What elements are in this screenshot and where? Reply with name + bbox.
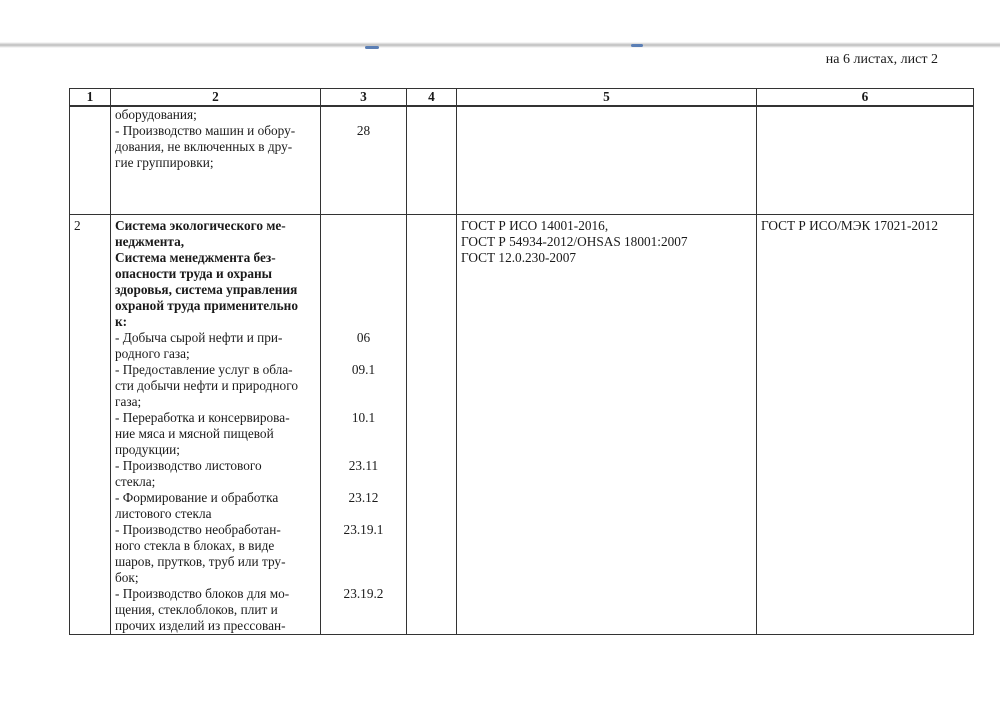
- standards-cell: [757, 106, 974, 214]
- blue-ink-mark: [365, 46, 379, 49]
- system-title-line: охраной труда применительно: [115, 297, 298, 313]
- system-title-line: к:: [115, 313, 128, 329]
- activity-line: шаров, прутков, труб или тру-: [115, 553, 286, 569]
- empty-cell: [407, 214, 457, 634]
- activity-line: - Производство блоков для мо-: [115, 585, 290, 601]
- activity-line: бок;: [115, 569, 139, 585]
- system-title-line: Система менеджмента без-: [115, 249, 276, 265]
- row-number: [70, 106, 111, 214]
- okved-code: 10.1: [351, 409, 376, 425]
- column-number: 3: [321, 89, 407, 107]
- activity-line: ние мяса и мясной пищевой: [115, 425, 274, 441]
- standard-line: ГОСТ 12.0.230-2007: [461, 249, 576, 265]
- activity-line: щения, стеклоблоков, плит и: [115, 601, 278, 617]
- activity-line: - Формирование и обработка: [115, 489, 279, 505]
- table-row-continuation: [70, 106, 974, 214]
- activity-line: ного стекла в блоках, в виде: [115, 537, 275, 553]
- okved-code: 23.19.2: [343, 585, 384, 601]
- activity-cell: [111, 214, 321, 634]
- activity-line: листового стекла: [115, 505, 212, 521]
- column-number: 2: [111, 89, 321, 107]
- activity-line: прочих изделий из прессован-: [115, 617, 286, 633]
- okved-code: 28: [356, 123, 371, 138]
- activity-line: - Добыча сырой нефти и при-: [115, 329, 283, 345]
- okved-code: 23.12: [348, 489, 379, 505]
- activity-line: стекла;: [115, 473, 156, 489]
- activity-line: дования, не включенных в дру-: [115, 139, 293, 154]
- column-number: 6: [757, 89, 974, 107]
- column-number: 5: [457, 89, 757, 107]
- okved-code-cell: [321, 106, 407, 214]
- empty-cell: [407, 106, 457, 214]
- standards-cell: [457, 106, 757, 214]
- system-title-line: здоровья, система управления: [115, 281, 298, 297]
- standards-cell: [757, 214, 974, 634]
- activity-line: родного газа;: [115, 345, 190, 361]
- table-row-2: [70, 214, 974, 634]
- activity-line: - Производство листового: [115, 457, 262, 473]
- sheet-info: на 6 листах, лист 2: [825, 52, 938, 67]
- okved-code-cell: [321, 214, 407, 634]
- activity-line: - Производство машин и обору-: [115, 123, 296, 138]
- system-title-line: Система экологического ме-: [115, 217, 286, 233]
- activity-line: гие группировки;: [115, 155, 214, 170]
- system-title-line: неджмента,: [115, 233, 185, 249]
- activity-line: - Производство необработан-: [115, 521, 281, 537]
- certification-scope-table: [69, 88, 974, 635]
- activity-line: сти добычи нефти и природного: [115, 377, 298, 393]
- standard-line: ГОСТ Р ИСО 14001-2016,: [461, 217, 609, 233]
- column-number-row: [70, 89, 974, 107]
- standards-cell: [457, 214, 757, 634]
- activity-line: - Предоставление услуг в обла-: [115, 361, 293, 377]
- activity-line: продукции;: [115, 441, 180, 457]
- standard-line: ГОСТ Р ИСО/МЭК 17021-2012: [761, 217, 938, 233]
- standard-line: ГОСТ Р 54934-2012/OHSAS 18001:2007: [461, 233, 688, 249]
- activity-line: оборудования;: [115, 107, 197, 122]
- okved-code: 23.11: [348, 457, 379, 473]
- okved-code: 23.19.1: [343, 521, 384, 537]
- row-number: 2: [70, 214, 111, 634]
- activity-line: - Переработка и консервирова-: [115, 409, 290, 425]
- activity-line: газа;: [115, 393, 142, 409]
- okved-code: 06: [356, 329, 371, 345]
- okved-code: 09.1: [351, 361, 376, 377]
- activity-cell: [111, 106, 321, 214]
- blue-ink-mark: [631, 44, 643, 47]
- column-number: 4: [407, 89, 457, 107]
- column-number: 1: [70, 89, 111, 107]
- system-title-line: опасности труда и охраны: [115, 265, 273, 281]
- scan-artifact-line: [0, 42, 1000, 48]
